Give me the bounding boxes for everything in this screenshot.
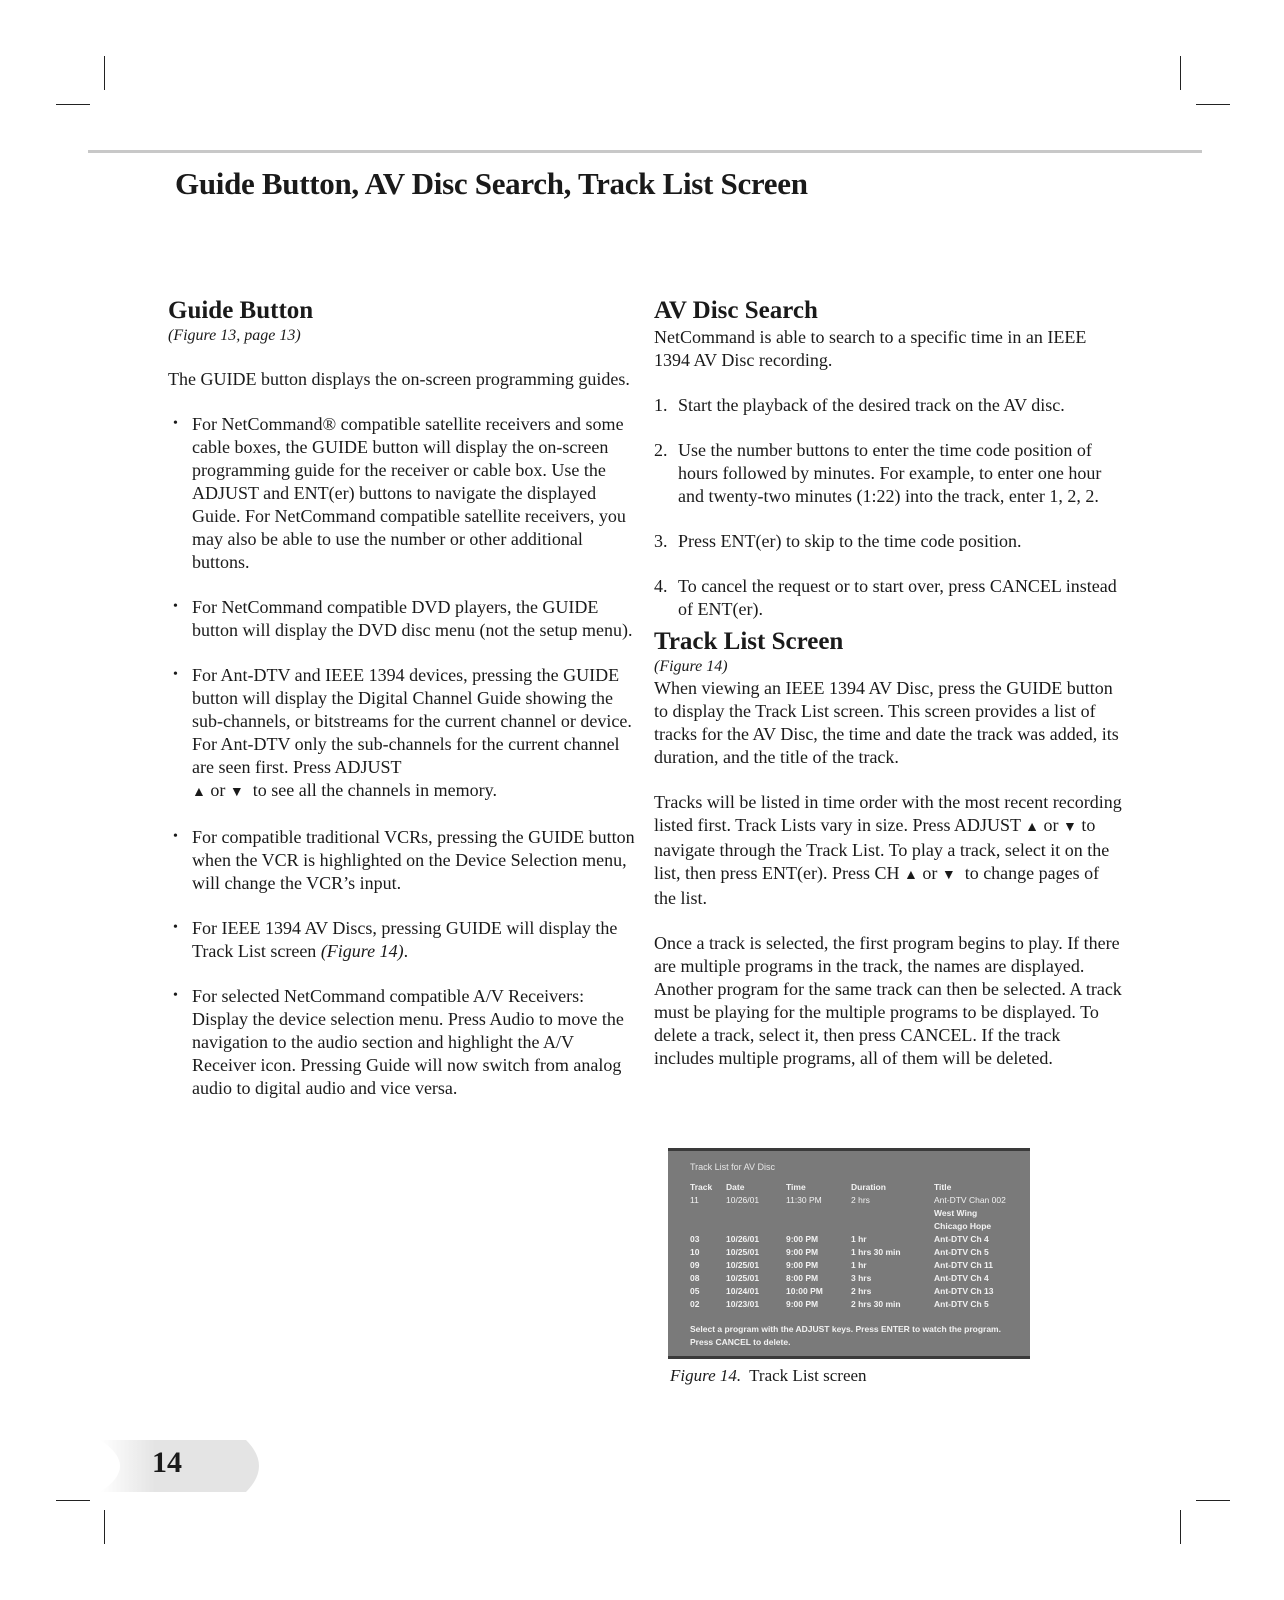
figure-caption: Figure 14. Track List screen xyxy=(670,1366,867,1385)
bullet-dot-icon: • xyxy=(173,599,178,614)
down-triangle-icon: ▼ xyxy=(941,868,956,883)
bullet-dot-icon: • xyxy=(173,416,178,431)
down-triangle-icon: ▼ xyxy=(229,785,244,800)
list-item: • For Ant-DTV and IEEE 1394 devices, pressing the GUIDE button will display the Digital Channel Guide showing the sub-channels, or bitstreams for the current channel or device. For Ant-DTV only the sub-channels for the current channel are seen first. Press ADJUST ▲ or ▼ to see all the channels in memory. xyxy=(173,665,632,800)
crop-mark xyxy=(1180,1510,1181,1544)
crop-mark xyxy=(104,1510,105,1544)
table-row: West Wing xyxy=(934,1208,978,1218)
down-triangle-icon: ▼ xyxy=(1063,820,1077,835)
table-row: 05 10/24/01 10:00 PM 2 hrs Ant-DTV Ch 13 xyxy=(690,1286,994,1296)
tracklist-figref: (Figure 14) xyxy=(654,658,728,675)
tracklist-p2: Tracks will be listed in time order with the most recent recording listed first. Track Lists vary in size. Press ADJUST ▲ or ▼ to navigate through the Track List. To play a track, select it on the list, then press ENT(er). Press CH ▲ or ▼ to change pages of the list. xyxy=(654,792,1122,908)
avdisc-heading: AV Disc Search xyxy=(654,297,818,324)
guide-bullet-list xyxy=(168,413,638,1100)
crop-mark xyxy=(1180,56,1181,90)
list-item: • For compatible traditional VCRs, pressing the GUIDE button when the VCR is highlighted on the Device Selection menu, will change the VCR’s input. xyxy=(173,827,635,893)
page-number-tab xyxy=(100,1440,272,1492)
up-triangle-icon: ▲ xyxy=(192,785,206,800)
guide-figref: (Figure 13, page 13) xyxy=(168,327,301,344)
page-title: Guide Button, AV Disc Search, Track List Screen xyxy=(175,166,808,201)
guide-heading: Guide Button xyxy=(168,297,314,324)
screen-footer: Select a program with the ADJUST keys. Press ENTER to watch the program. Press CANCEL to delete. xyxy=(690,1324,1001,1347)
avdisc-steps xyxy=(654,394,1124,621)
header-rule xyxy=(88,150,1202,153)
track-list-screen-figure xyxy=(668,1148,1030,1359)
crop-mark xyxy=(56,104,90,105)
tracklist-p3: Once a track is selected, the first program begins to play. If there are multiple programs in the track, the names are displayed. Another program for the same track can then be selected. A track must be playing for the multiple programs to be displayed. To delete a track, select it, then press CANCEL. If the track includes multiple programs, all of them will be deleted. xyxy=(654,933,1122,1068)
bullet-dot-icon: • xyxy=(173,667,178,682)
avdisc-intro: NetCommand is able to search to a specific time in an IEEE 1394 AV Disc recording. xyxy=(654,327,1087,370)
bullet-dot-icon: • xyxy=(173,829,178,844)
list-item: 2. Use the number buttons to enter the time code position of hours followed by minutes. For example, to enter one hour and twenty-two minutes (1:22) into the track, enter 1, 2, 2. xyxy=(654,440,1102,506)
bullet-dot-icon: • xyxy=(173,988,178,1003)
list-item: 4. To cancel the request or to start over, press CANCEL instead of ENT(er). xyxy=(654,576,1117,619)
screen-title: Track List for AV Disc xyxy=(690,1162,776,1172)
page-number: 14 xyxy=(152,1446,182,1479)
list-item: 3. Press ENT(er) to skip to the time code position. xyxy=(654,531,1022,551)
list-item: 1. Start the playback of the desired track on the AV disc. xyxy=(654,395,1065,415)
bullet-dot-icon: • xyxy=(173,920,178,935)
list-item: • For IEEE 1394 AV Discs, pressing GUIDE will display the Track List screen (Figure 14). xyxy=(173,918,618,961)
table-row: 08 10/25/01 8:00 PM 3 hrs Ant-DTV Ch 4 xyxy=(690,1273,989,1283)
crop-mark xyxy=(1196,104,1230,105)
tracklist-p1: When viewing an IEEE 1394 AV Disc, press the GUIDE button to display the Track List screen. This screen provides a list of tracks for the AV Disc, the time and date the track was added, its duration, and the title of the track. xyxy=(654,678,1119,767)
table-row: 11 10/26/01 11:30 PM 2 hrs Ant-DTV Chan 002 xyxy=(690,1195,1006,1205)
list-item: • For NetCommand compatible DVD players, the GUIDE button will display the DVD disc menu (not the setup menu). xyxy=(173,597,633,640)
table-row: 02 10/23/01 9:00 PM 2 hrs 30 min Ant-DTV Ch 5 xyxy=(690,1299,989,1309)
tracklist-heading: Track List Screen xyxy=(654,628,844,655)
crop-mark xyxy=(104,56,105,90)
table-row: Chicago Hope xyxy=(934,1221,992,1231)
list-item: • For NetCommand® compatible satellite receivers and some cable boxes, the GUIDE button will display the on-screen programming guide for the receiver or cable box. Use the ADJUST and ENT(er) buttons to navigate the displayed Guide. For NetCommand compatible satellite receivers, you may also be able to use the number or other additional buttons. xyxy=(173,414,626,572)
up-triangle-icon: ▲ xyxy=(1025,820,1040,835)
right-column xyxy=(654,296,1124,1070)
guide-intro: The GUIDE button displays the on-screen programming guides. xyxy=(168,369,630,389)
table-row: 10 10/25/01 9:00 PM 1 hrs 30 min Ant-DTV Ch 5 xyxy=(690,1247,989,1257)
table-row: 03 10/26/01 9:00 PM 1 hr Ant-DTV Ch 4 xyxy=(690,1234,989,1244)
figure-ref: (Figure 14) xyxy=(320,941,404,961)
screen-header-row: Track Date Time Duration Title xyxy=(690,1182,952,1192)
up-triangle-icon: ▲ xyxy=(903,868,918,883)
table-row: 09 10/25/01 9:00 PM 1 hr Ant-DTV Ch 11 xyxy=(690,1260,994,1270)
list-item: • For selected NetCommand compatible A/V Receivers: Display the device selection menu. Press Audio to move the navigation to the audio section and highlight the A/V Receiver icon. Pressing Guide will now switch from analog audio to digital audio and vice versa. xyxy=(173,986,624,1098)
crop-mark xyxy=(56,1500,90,1501)
left-column xyxy=(168,296,638,1122)
crop-mark xyxy=(1196,1500,1230,1501)
